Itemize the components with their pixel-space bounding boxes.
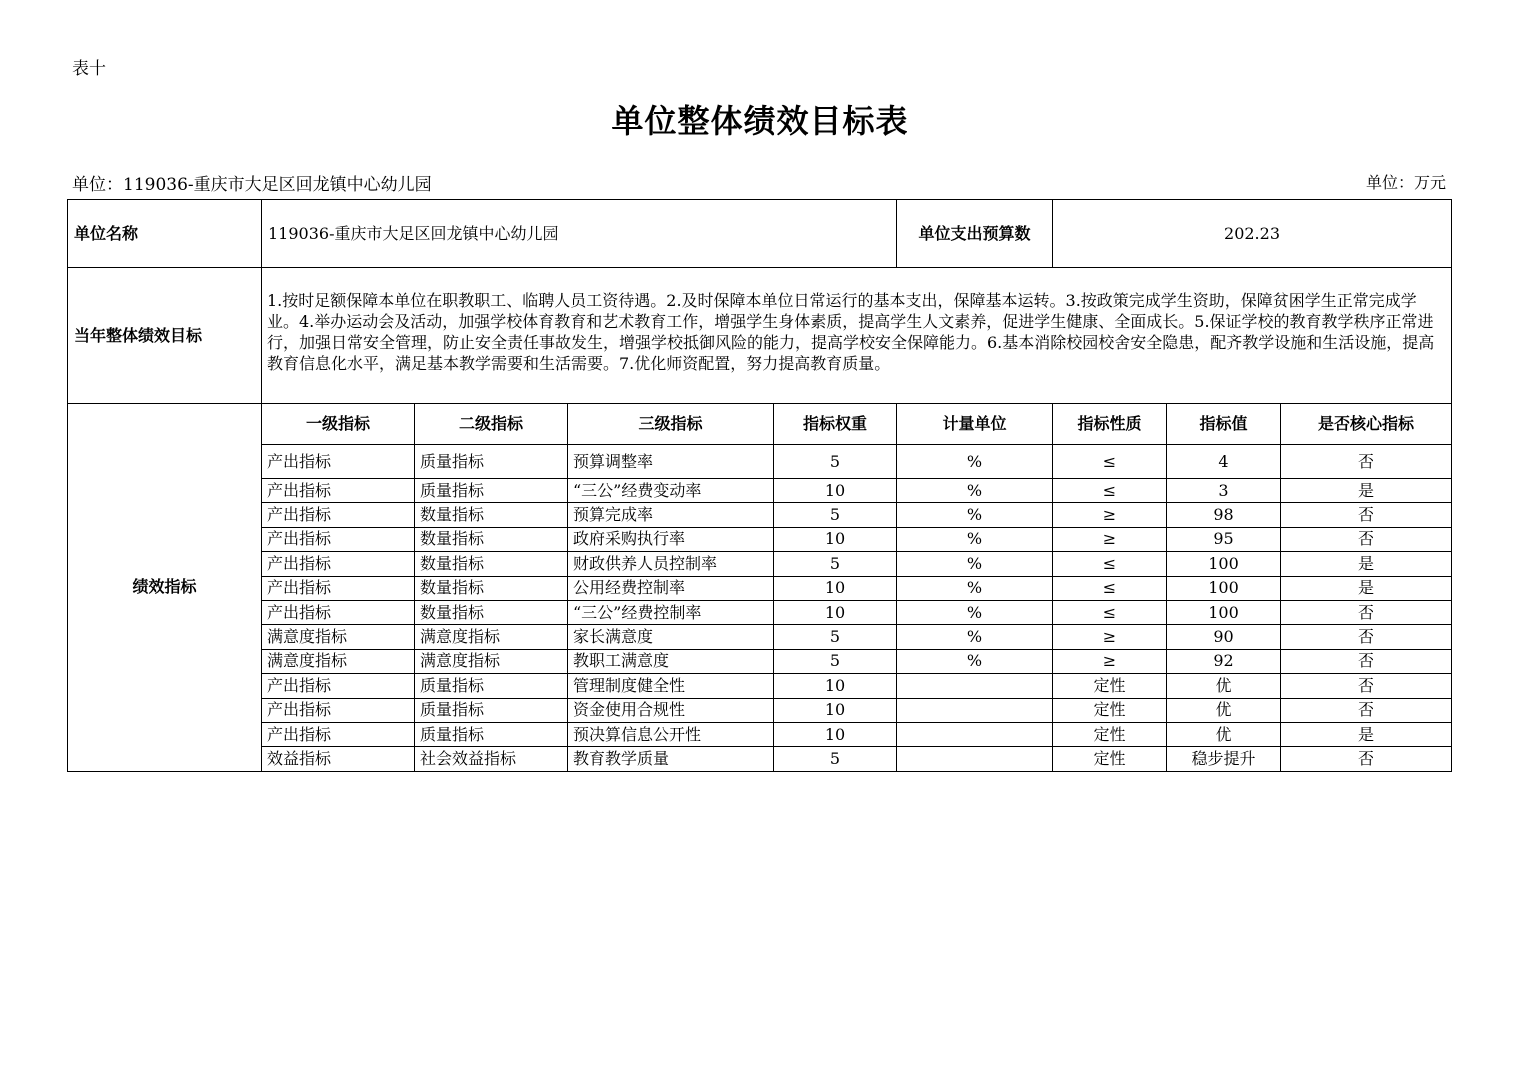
cell-weight: 5 — [774, 445, 897, 479]
table-row — [68, 600, 1452, 624]
cell-unit: % — [897, 503, 1053, 527]
col-header-core: 是否核心指标 — [1281, 404, 1452, 445]
cell-value: 优 — [1167, 722, 1281, 746]
cell-unit: % — [897, 649, 1053, 673]
table-row — [68, 625, 1452, 649]
cell-level3: 财政供养人员控制率 — [568, 552, 774, 576]
cell-weight: 5 — [774, 747, 897, 771]
cell-core: 是 — [1281, 479, 1452, 503]
cell-core: 否 — [1281, 600, 1452, 624]
cell-weight: 10 — [774, 576, 897, 600]
col-header-level2: 二级指标 — [415, 404, 568, 445]
unit-line: 单位：119036-重庆市大足区回龙镇中心幼儿园 — [72, 175, 432, 195]
table-row — [68, 527, 1452, 551]
cell-unit — [897, 747, 1053, 771]
cell-level1: 产出指标 — [262, 722, 415, 746]
cell-core: 是 — [1281, 722, 1452, 746]
cell-level1: 产出指标 — [262, 600, 415, 624]
cell-nature: 定性 — [1053, 674, 1167, 698]
cell-value: 3 — [1167, 479, 1281, 503]
cell-unit — [897, 722, 1053, 746]
cell-level1: 产出指标 — [262, 674, 415, 698]
cell-nature: ≥ — [1053, 527, 1167, 551]
cell-level2: 质量指标 — [415, 674, 568, 698]
cell-weight: 5 — [774, 552, 897, 576]
cell-unit: % — [897, 527, 1053, 551]
cell-level3: 预算完成率 — [568, 503, 774, 527]
col-header-level1: 一级指标 — [262, 404, 415, 445]
cell-value: 4 — [1167, 445, 1281, 479]
cell-nature: ≥ — [1053, 649, 1167, 673]
annual-goal-label: 当年整体绩效目标 — [68, 268, 262, 404]
cell-level2: 数量指标 — [415, 503, 568, 527]
cell-level2: 数量指标 — [415, 576, 568, 600]
cell-level1: 满意度指标 — [262, 649, 415, 673]
budget-label: 单位支出预算数 — [897, 200, 1053, 268]
performance-goal-table — [67, 199, 1452, 772]
cell-level3: 预决算信息公开性 — [568, 722, 774, 746]
cell-nature: 定性 — [1053, 747, 1167, 771]
cell-level3: “三公”经费变动率 — [568, 479, 774, 503]
cell-value: 92 — [1167, 649, 1281, 673]
annual-goal-text: 1.按时足额保障本单位在职教职工、临聘人员工资待遇。2.及时保障本单位日常运行的基本支出，保障基本运转。3.按政策完成学生资助，保障贫困学生正常完成学业。4.举办运动会及活动，加强学校体育教育和艺术教育工作，增强学生身体素质，提高学生人文素养，促进学生健康、全面成长。5.保证学校的教育教学秩序正常进行，加强日常安全管理，防止安全责任事故发生，增强学校抵御风险的能力，提高学校安全保障能力。6.基本消除校园校舍安全隐患，配齐教学设施和生活设施，提高教育信息化水平，满足基本教学需要和生活需要。7.优化师资配置，努力提高教育质量。 — [262, 268, 1452, 404]
table-row — [68, 674, 1452, 698]
cell-weight: 10 — [774, 698, 897, 722]
cell-unit — [897, 698, 1053, 722]
cell-nature: 定性 — [1053, 698, 1167, 722]
col-header-unit: 计量单位 — [897, 404, 1053, 445]
cell-unit: % — [897, 600, 1053, 624]
cell-value: 100 — [1167, 600, 1281, 624]
cell-level2: 数量指标 — [415, 527, 568, 551]
cell-weight: 10 — [774, 600, 897, 624]
cell-level3: 管理制度健全性 — [568, 674, 774, 698]
indicator-header-row — [68, 404, 1452, 445]
col-header-value: 指标值 — [1167, 404, 1281, 445]
cell-value: 95 — [1167, 527, 1281, 551]
cell-level3: 公用经费控制率 — [568, 576, 774, 600]
cell-level2: 质量指标 — [415, 445, 568, 479]
currency-unit: 单位：万元 — [1365, 173, 1446, 192]
unit-name-label: 单位名称 — [68, 200, 262, 268]
cell-level1: 满意度指标 — [262, 625, 415, 649]
cell-value: 100 — [1167, 576, 1281, 600]
cell-nature: ≤ — [1053, 445, 1167, 479]
table-row — [68, 576, 1452, 600]
cell-level1: 产出指标 — [262, 698, 415, 722]
cell-level3: 家长满意度 — [568, 625, 774, 649]
cell-level2: 满意度指标 — [415, 625, 568, 649]
cell-unit: % — [897, 479, 1053, 503]
cell-level1: 产出指标 — [262, 527, 415, 551]
col-header-weight: 指标权重 — [774, 404, 897, 445]
cell-unit: % — [897, 445, 1053, 479]
table-row — [68, 445, 1452, 479]
cell-unit — [897, 674, 1053, 698]
table-row — [68, 552, 1452, 576]
cell-nature: 定性 — [1053, 722, 1167, 746]
cell-value: 优 — [1167, 698, 1281, 722]
cell-level1: 产出指标 — [262, 445, 415, 479]
col-header-level3: 三级指标 — [568, 404, 774, 445]
unit-name-row — [68, 200, 1452, 268]
performance-indicator-label: 绩效指标 — [68, 404, 262, 772]
table-row — [68, 649, 1452, 673]
cell-unit: % — [897, 552, 1053, 576]
cell-weight: 5 — [774, 503, 897, 527]
cell-weight: 10 — [774, 479, 897, 503]
cell-core: 否 — [1281, 503, 1452, 527]
table-row — [68, 698, 1452, 722]
table-row — [68, 479, 1452, 503]
cell-nature: ≤ — [1053, 479, 1167, 503]
cell-core: 是 — [1281, 576, 1452, 600]
cell-unit: % — [897, 576, 1053, 600]
cell-value: 稳步提升 — [1167, 747, 1281, 771]
table-row — [68, 722, 1452, 746]
cell-level2: 数量指标 — [415, 600, 568, 624]
cell-core: 否 — [1281, 649, 1452, 673]
cell-core: 是 — [1281, 552, 1452, 576]
cell-unit: % — [897, 625, 1053, 649]
cell-nature: ≤ — [1053, 576, 1167, 600]
cell-level1: 产出指标 — [262, 552, 415, 576]
cell-value: 100 — [1167, 552, 1281, 576]
cell-level3: 教育教学质量 — [568, 747, 774, 771]
col-header-nature: 指标性质 — [1053, 404, 1167, 445]
cell-level3: “三公”经费控制率 — [568, 600, 774, 624]
cell-weight: 5 — [774, 625, 897, 649]
cell-core: 否 — [1281, 698, 1452, 722]
cell-core: 否 — [1281, 625, 1452, 649]
cell-level1: 产出指标 — [262, 503, 415, 527]
cell-weight: 5 — [774, 649, 897, 673]
cell-core: 否 — [1281, 747, 1452, 771]
cell-level2: 满意度指标 — [415, 649, 568, 673]
cell-value: 98 — [1167, 503, 1281, 527]
cell-nature: ≤ — [1053, 600, 1167, 624]
cell-core: 否 — [1281, 674, 1452, 698]
cell-level2: 质量指标 — [415, 698, 568, 722]
cell-core: 否 — [1281, 445, 1452, 479]
cell-value: 90 — [1167, 625, 1281, 649]
cell-level3: 预算调整率 — [568, 445, 774, 479]
cell-weight: 10 — [774, 722, 897, 746]
cell-nature: ≤ — [1053, 552, 1167, 576]
budget-value: 202.23 — [1053, 200, 1452, 268]
cell-level1: 产出指标 — [262, 479, 415, 503]
cell-level3: 政府采购执行率 — [568, 527, 774, 551]
cell-nature: ≥ — [1053, 625, 1167, 649]
page-title: 单位整体绩效目标表 — [611, 102, 909, 140]
unit-name-value: 119036-重庆市大足区回龙镇中心幼儿园 — [262, 200, 897, 268]
cell-level3: 教职工满意度 — [568, 649, 774, 673]
cell-nature: ≥ — [1053, 503, 1167, 527]
table-row — [68, 747, 1452, 771]
cell-weight: 10 — [774, 527, 897, 551]
cell-level2: 质量指标 — [415, 479, 568, 503]
cell-level3: 资金使用合规性 — [568, 698, 774, 722]
cell-level2: 数量指标 — [415, 552, 568, 576]
cell-level1: 效益指标 — [262, 747, 415, 771]
cell-level1: 产出指标 — [262, 576, 415, 600]
cell-core: 否 — [1281, 527, 1452, 551]
cell-value: 优 — [1167, 674, 1281, 698]
cell-level2: 质量指标 — [415, 722, 568, 746]
form-number: 表十 — [72, 59, 106, 79]
annual-goal-row — [68, 268, 1452, 404]
cell-level2: 社会效益指标 — [415, 747, 568, 771]
table-row — [68, 503, 1452, 527]
cell-weight: 10 — [774, 674, 897, 698]
